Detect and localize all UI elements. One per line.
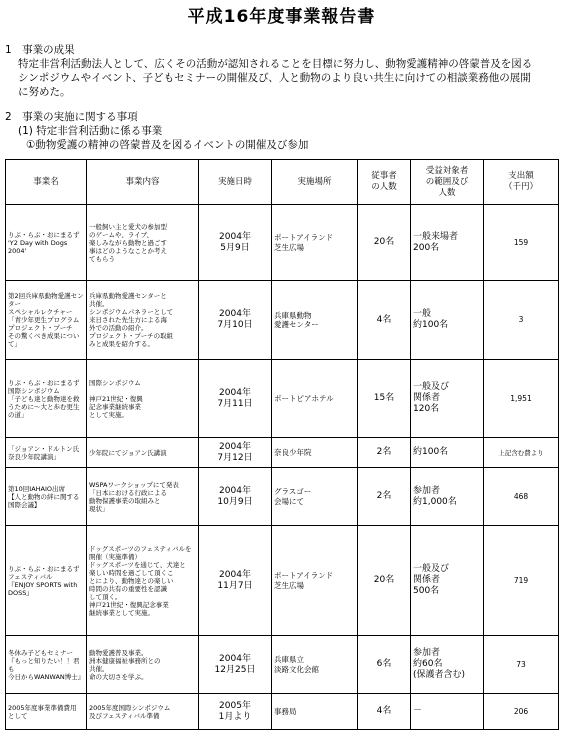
cell-staff: 4名 [358,281,411,360]
cell-place: 事務局 [272,694,358,730]
cell-amount: 3 [484,281,559,360]
header-beneficiaries: 受益対象者 の範囲及び 人数 [411,160,484,205]
cell-event-name: りぶ・らぶ・おにまるず 国際シンポジウム 「子ども達と動物達を救 うために～大と歩む更生 の道」 [6,360,87,438]
header-date: 実施日時 [199,160,272,205]
cell-event-name: 「ジョアン・ドルトン氏 奈良少年院講演」 [6,438,87,468]
header-event-name: 事業名 [6,160,87,205]
cell-staff: 20名 [358,205,411,281]
cell-amount: 1,951 [484,360,559,438]
cell-content: 少年院にてジョアン氏講演 [87,438,199,468]
cell-event-name: りぶ・らぶ・おにまるず フェスティバル 『ENJOY SPORTS with DOSS』 [6,526,87,636]
table-row [6,468,559,526]
header-content: 事業内容 [87,160,199,205]
cell-amount: 159 [484,205,559,281]
cell-amount: 468 [484,468,559,526]
cell-staff: 2名 [358,468,411,526]
cell-beneficiaries: － [411,694,484,730]
cell-staff: 15名 [358,360,411,438]
cell-content: 兵庫県動物愛護センターと 共催。 シンポジウムパネラーとして 来日された先生方による海 外での活動の紹介。 プロジェクト・プーチの取組 みと成果を紹介する。 [87,281,199,360]
section-1-body: 特定非営利活動法人として、広くその活動が認知されることを目標に努力し、動物愛護精神の啓蒙普及を図るシンポジウムやイベント、子どもセミナーの開催及び、人と動物のより良い共生に向けての相談業務他の展開に努めた。 [18,58,533,98]
cell-place: 奈良少年院 [272,438,358,468]
cell-content: 一般飼い主と愛犬の参加型 のゲームや、ライブ、 楽しみながら動物と過ごす 事はどのようなことか考え てもらう [87,205,199,281]
cell-place: ポートアイランド 芝生広場 [272,205,358,281]
cell-date: 2004年 11月7日 [199,526,272,636]
cell-event-name: 第2回兵庫県動物愛護センター スペシャルレクチャー 「青少年更生プログラム プロジェクト・プーチ その驚くべき成果について」 [6,281,87,360]
cell-amount: 719 [484,526,559,636]
cell-date: 2004年 7月10日 [199,281,272,360]
cell-date: 2004年 7月12日 [199,438,272,468]
section-1-heading: 1 事業の成果 [5,44,75,56]
cell-place: 兵庫県動物 愛護センター [272,281,358,360]
section-2-subsubheading: ①動物愛護の精神の啓蒙普及を図るイベントの開催及び参加 [26,139,309,151]
cell-content: ドッグスポーツのフェスティバルを 開催（実施準備） ドッグスポーツを通じて、犬達と 楽しい時間を過ごして頂くこ とにより、動物達との楽しい 時間の共有の重要性を認識 して頂く。 神戸21世紀・復興記念事業 継続事業として実施。 [87,526,199,636]
table-row [6,526,559,636]
table-row [6,281,559,360]
table-row [6,636,559,694]
cell-staff: 2名 [358,438,411,468]
cell-beneficiaries: 一般 約100名 [411,281,484,360]
table-row [6,360,559,438]
table-row [6,205,559,281]
cell-place: 兵庫県立 淡路文化会館 [272,636,358,694]
cell-amount: 73 [484,636,559,694]
table-header-row [6,160,559,205]
cell-beneficiaries: 参加者 約1,000名 [411,468,484,526]
section-2-heading: 2 事業の実施に関する事項 [5,111,138,123]
cell-event-name: 第10回IAHAIO出席 【人と動物の絆に関する 国際会議】 [6,468,87,526]
cell-date: 2004年 12月25日 [199,636,272,694]
header-amount: 支出額 （千円） [484,160,559,205]
cell-event-name: りぶ・らぶ・おにまるず 'Y2 Day with Dogs 2004' [6,205,87,281]
cell-place: グラスゴー 会場にて [272,468,358,526]
header-place: 実施場所 [272,160,358,205]
cell-beneficiaries: 一般及び 関係者 500名 [411,526,484,636]
cell-beneficiaries: 一般及び 関係者 120名 [411,360,484,438]
cell-content: WSPAワークショップにて発表 「日本における行政による 動物保護事業の取組みと 現状」 [87,468,199,526]
cell-amount: 206 [484,694,559,730]
cell-place: ポートピアホテル [272,360,358,438]
cell-date: 2004年 5月9日 [199,205,272,281]
cell-content: 動物愛護普及事業。 洲本健康福祉事務所との 共催。 命の大切さを学ぶ。 [87,636,199,694]
events-table [5,159,559,730]
cell-place: ポートアイランド 芝生広場 [272,526,358,636]
cell-amount: 上記含む費より [484,438,559,468]
cell-staff: 4名 [358,694,411,730]
header-staff: 従事者 の人数 [358,160,411,205]
cell-date: 2004年 10月9日 [199,468,272,526]
page-title: 平成16年度事業報告書 [187,7,376,27]
cell-content: 国際シンポジウム 神戸21世紀・復興 記念事業継続事業 として実施。 [87,360,199,438]
cell-date: 2005年 1月より [199,694,272,730]
cell-beneficiaries: 参加者 約60名 (保護者含む) [411,636,484,694]
cell-beneficiaries: 一般来場者 200名 [411,205,484,281]
cell-event-name: 2005年度事業準備費用 として [6,694,87,730]
table-row [6,694,559,730]
cell-content: 2005年度国際シンポジウム 及びフェスティバル準備 [87,694,199,730]
table-row [6,438,559,468]
cell-beneficiaries: 約100名 [411,438,484,468]
cell-staff: 20名 [358,526,411,636]
cell-staff: 6名 [358,636,411,694]
cell-date: 2004年 7月11日 [199,360,272,438]
section-2-subheading: (1) 特定非営利活動に係る事業 [18,125,163,137]
cell-event-name: 冬休み子どもセミナー 『もっと知りたい！！君も 今日からWANWAN博士』 [6,636,87,694]
